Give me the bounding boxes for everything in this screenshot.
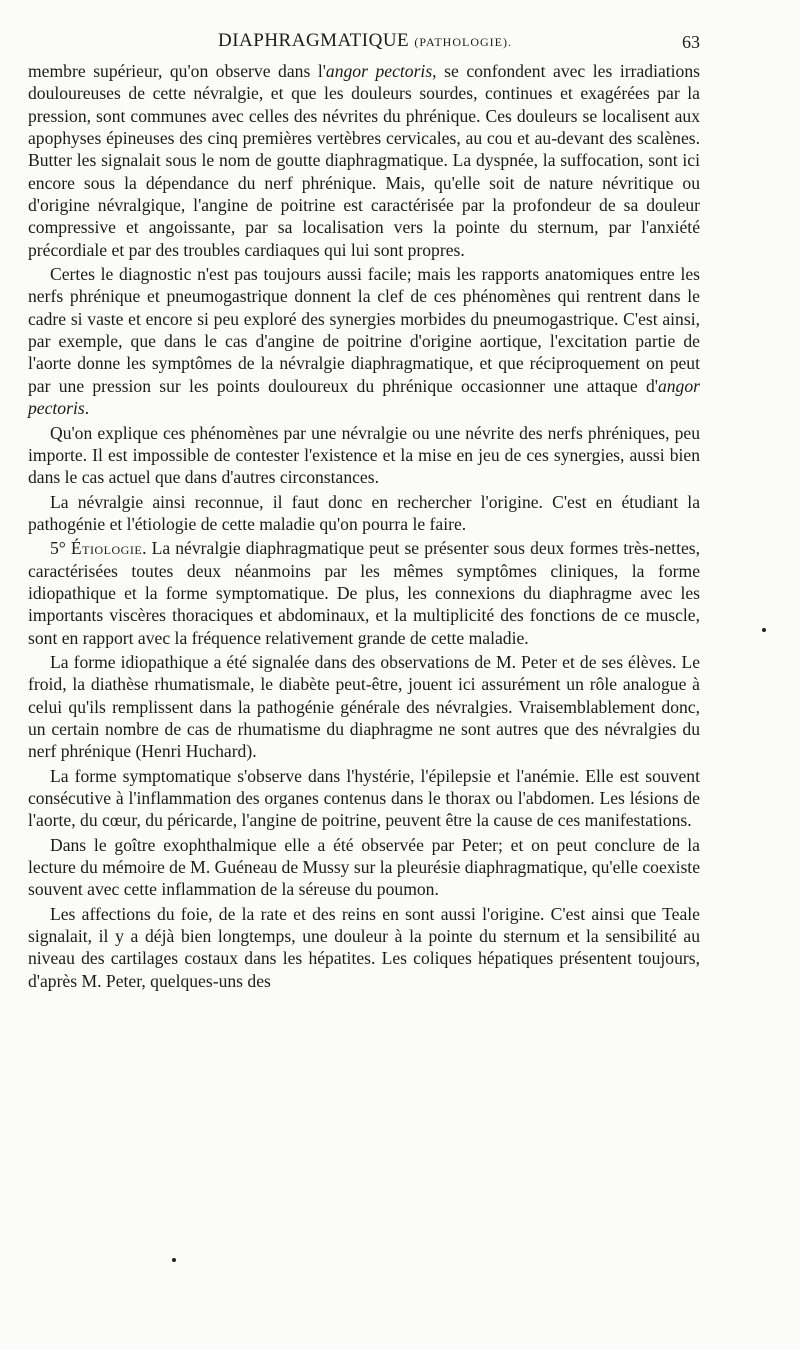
text-run: . La névralgie diaphragmatique peut se présenter sous deux formes très-nettes, caractérisées toutes deux néanmoins par les mêmes symptômes cliniques, la forme idiopathique et la forme symptomatique. De plus, les connexions du diaphragme avec les importants viscères thoraciques et abdominaux, et la multiplicité des fonctions de ce muscle, sont en rapport avec la fréquence relativement grande de cette maladie. [28, 538, 701, 648]
running-head [28, 30, 700, 60]
text-run: , se confondent avec les irradiations douloureuses de cette névralgie, et que les douleurs sourdes, continues et exagérées par la pression, sont communes avec celles des névrites du phrénique. Ces douleurs se localisent aux apophyses épineuses des cinq premières vertèbres cervicales, au cou et au-devant des scalènes. Butter les signalait sous le nom de goutte diaphragmatique. La dyspnée, la suffocation, sont ici encore sous la dépendance du nerf phrénique. Mais, qu'elle soit de nature névritique ou d'origine névralgique, l'angine de poitrine est caractérisée par la profondeur de sa douleur compressive et angoissante, par sa localisation vers la pointe du sternum, par l'anxiété précordiale et par des troubles cardiaques qui lui sont propres. [28, 61, 700, 260]
running-title-subtitle: (PATHOLOGIE). [414, 35, 512, 49]
text-run: Dans le goître exophthalmique elle a été observée par Peter; et on peut conclure de la lecture du mémoire de M. Guéneau de Mussy sur la pleurésie diaphragmatique, qu'elle coexiste souvent avec cette inflammation de la séreuse du poumon. [28, 834, 700, 900]
running-title [218, 30, 512, 52]
paragraph [28, 651, 700, 763]
italic-text: angor pectoris [28, 375, 700, 419]
paragraph [28, 60, 700, 261]
page-number: 63 [682, 32, 700, 52]
text-run: membre supérieur, qu'on observe dans l' [28, 61, 326, 81]
italic-text: angor pectoris [325, 61, 433, 81]
running-title-main: DIAPHRAGMATIQUE [218, 30, 410, 51]
paragraph [28, 765, 700, 832]
print-speck [762, 628, 766, 632]
paragraph [28, 422, 700, 489]
paragraph [28, 903, 700, 992]
text-run: . [84, 398, 90, 419]
print-speck [172, 1258, 176, 1262]
text-run: Les affections du foie, de la rate et des reins en sont aussi l'origine. C'est ainsi que Teale signalait, il y a déjà bien longtemps, une douleur à la pointe du sternum et la sensibilité au niveau des cartilages costaux dans les hépatites. Les coliques hépatiques présentent toujours, d'après M. Peter, quelques-uns des [28, 903, 700, 991]
paragraph [28, 537, 700, 649]
text-run: La névralgie ainsi reconnue, il faut donc en rechercher l'origine. C'est en étudiant la pathogénie et l'étiologie de cette maladie qu'on pourra le faire. [28, 491, 700, 534]
paragraph [28, 263, 700, 419]
section-heading-text: Étiologie [70, 538, 143, 559]
text-run: 5° [50, 538, 71, 559]
text-run: Qu'on explique ces phénomènes par une névralgie ou une névrite des nerfs phréniques, peu importe. Il est impossible de contester l'existence et la mise en jeu de ces synergies, aussi bien dans le cas actuel que dans d'autres circonstances. [28, 422, 700, 488]
paragraph [28, 491, 700, 536]
book-page [28, 30, 700, 992]
text-run: La forme symptomatique s'observe dans l'hystérie, l'épilepsie et l'anémie. Elle est souvent consécutive à l'inflammation des organes contenus dans le thorax ou l'abdomen. Les lésions de l'aorte, du cœur, du péricarde, l'angine de poitrine, peuvent être la cause de ces manifestations. [28, 765, 700, 831]
text-run: Certes le diagnostic n'est pas toujours aussi facile; mais les rapports anatomiques entre les nerfs phrénique et pneumogastrique donnent la clef de ces phénomènes qui rentrent dans le cadre si vaste et encore si peu exploré des synergies morbides du pneumogastrique. C'est ainsi, par exemple, que dans le cas d'angine de poitrine d'origine aortique, l'excitation partie de l'aorte donne les symptômes de la névralgie diaphragmatique, et que réciproquement on peut par une pression sur les points douloureux du phrénique occasionner une attaque d' [28, 264, 700, 396]
text-run: La forme idiopathique a été signalée dans des observations de M. Peter et de ses élèves. Le froid, la diathèse rhumatismale, le diabète peut-être, jouent ici assurément un rôle analogue à celui qu'ils remplissent dans la pathogénie générale des névralgies. Vraisemblablement donc, un certain nombre de cas de rhumatisme du diaphragme ne sont autres que des névralgies du nerf phrénique (Henri Huchard). [28, 651, 700, 762]
paragraph [28, 834, 700, 901]
body-text [28, 60, 700, 992]
